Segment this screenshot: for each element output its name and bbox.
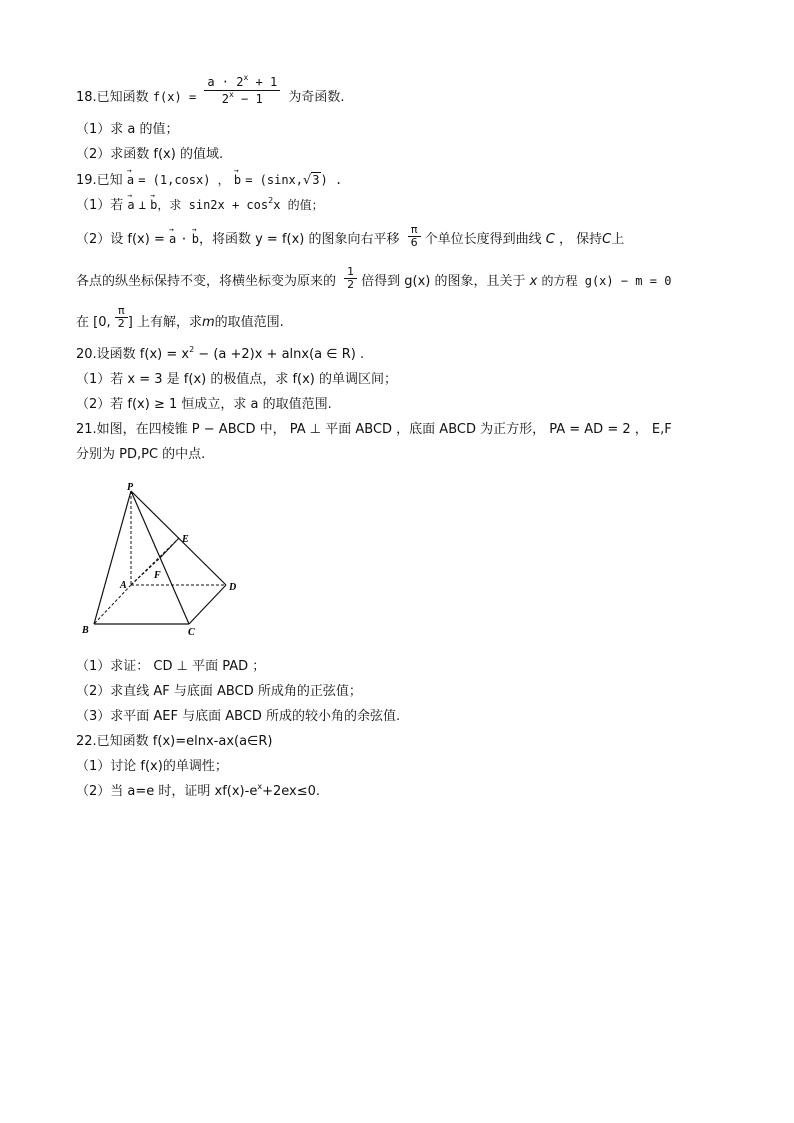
- edge-cd: [189, 585, 226, 624]
- q20-head-pre: 20.设函数 f(x) = x: [76, 347, 190, 362]
- q19-p1-exp: 2: [268, 196, 274, 205]
- q19-l3-m: m: [201, 315, 215, 330]
- q19-p2-mid: ，将函数 y = f(x) 的图象向右平移: [198, 232, 400, 247]
- q19-p2-vector-b: → b: [192, 230, 199, 248]
- q21-part3: （3）求平面 AEF 与底面 ABCD 所成的较小角的余弦值.: [76, 709, 401, 724]
- q19-vector-a: → a: [127, 171, 134, 189]
- label-b: B: [82, 625, 89, 636]
- q18-part1: （1）求 a 的值；: [76, 122, 179, 137]
- q18-fx: f(x) =: [152, 90, 197, 104]
- q19-l2-tail: 的方程 g(x) − m = 0: [541, 274, 672, 288]
- q21-part1: （1）求证： CD ⊥ 平面 PAD ；: [76, 659, 266, 674]
- q19-l2-pre: 各点的纵坐标保持不变，将横坐标变为原来的: [76, 274, 337, 289]
- q19-a-value: = (1,cosx) ，: [138, 173, 230, 187]
- q19-part2-line1: [76, 223, 625, 249]
- q22-heading: 22.已知函数 f(x)=elnx-ax(a∈R): [76, 734, 273, 749]
- q20-head-exp: 2: [189, 345, 195, 354]
- q18-suffix: 为奇函数.: [288, 90, 345, 105]
- q19-vector-b: → b: [234, 171, 241, 189]
- q19-p1-pre: （1）若: [76, 198, 124, 213]
- q19-sqrt: √3: [303, 173, 320, 188]
- q19-p2-tail2: 上: [611, 232, 625, 247]
- q22-part2: [76, 783, 320, 801]
- q18-num-exp: x: [243, 73, 249, 82]
- q18-den-tail: − 1: [233, 92, 263, 106]
- q21-line2: 分别为 PD,PC 的中点.: [76, 447, 206, 462]
- q19-p1-vector-a: → a: [127, 196, 134, 214]
- q21-part2: （2）求直线 AF 与底面 ABCD 所成角的正弦值；: [76, 684, 362, 699]
- q20-heading: [76, 346, 364, 364]
- q19-p1-perp: ⊥: [138, 198, 147, 212]
- q19-l3-frac-den: 2: [117, 317, 125, 330]
- q19-part1: [76, 196, 324, 215]
- q19-b-tail: ) .: [320, 173, 343, 187]
- label-f: F: [154, 570, 161, 581]
- q19-p2-pre: （2）设 f(x) =: [76, 232, 165, 247]
- q18-prefix: 18.已知函数: [76, 90, 149, 105]
- q20-part2: （2）若 f(x) ≥ 1 恒成立，求 a 的取值范围.: [76, 397, 332, 412]
- q20-part1: （1）若 x = 3 是 f(x) 的极值点，求 f(x) 的单调区间；: [76, 372, 398, 387]
- q19-p1-mid: ，求 sin2x + cos: [157, 198, 269, 212]
- q19-heading: [76, 171, 342, 190]
- q19-p1-vector-b: → b: [150, 196, 157, 214]
- q19-p2-frac-den: 6: [410, 236, 418, 249]
- q19-part2-line2: [76, 265, 672, 291]
- q19-l3-frac-num: π: [115, 305, 128, 318]
- q19-p2-mid2: 个单位长度得到曲线: [424, 232, 542, 247]
- pyramid-figure: [78, 478, 248, 643]
- label-d: D: [229, 582, 237, 593]
- q19-l2-x: x: [529, 274, 538, 289]
- q22-p2-pre: （2）当 a=e 时，证明 xf(x)-e: [76, 784, 258, 799]
- label-c: C: [188, 627, 195, 638]
- q19-p2-dot: ·: [180, 232, 188, 246]
- q18-part2: （2）求函数 f(x) 的值域.: [76, 147, 224, 162]
- q22-p2-tail: +2ex≤0.: [262, 784, 320, 799]
- q19-l3-mid: ] 上有解，求: [127, 315, 202, 330]
- label-e: E: [182, 534, 189, 545]
- q19-p2-fraction: [408, 224, 421, 249]
- q19-l2-frac-den: 2: [347, 278, 355, 291]
- q21-line1: 21.如图，在四棱锥 P − ABCD 中， PA ⊥ 平面 ABCD ，底面 ABCD 为正方形， PA = AD = 2 ， E,F: [76, 422, 672, 437]
- q19-l2-fraction: [344, 266, 357, 291]
- q19-part2-line3: [76, 304, 284, 332]
- q20-head-tail: − (a +2)x + alnx(a ∈ R) .: [194, 347, 365, 362]
- q19-l2-frac-num: 1: [344, 266, 357, 279]
- q19-p2-tail: ， 保持: [559, 232, 603, 247]
- q22-part1: （1）讨论 f(x)的单调性；: [76, 759, 228, 774]
- q19-p2-curve-c2: C: [602, 232, 612, 247]
- q19-p1-tail: x 的值；: [273, 198, 324, 212]
- q19-p2-vector-a: → a: [169, 230, 176, 248]
- q22-p2-exp: x: [257, 782, 263, 791]
- q19-l2-mid: 倍得到 g(x) 的图象，且关于: [361, 274, 526, 289]
- q19-p2-curve-c: C: [545, 232, 555, 247]
- q19-b-value: = (sinx,: [245, 173, 303, 187]
- q18-den: 2: [221, 92, 229, 106]
- q19-p2-frac-num: π: [408, 224, 421, 237]
- q19-l3-tail: 的取值范围.: [214, 315, 284, 330]
- q18-fraction: [204, 74, 280, 107]
- segment-ef: [160, 538, 179, 558]
- label-a: A: [120, 580, 127, 591]
- q18-den-exp: x: [229, 90, 234, 99]
- label-p: P: [127, 482, 134, 493]
- q19-l3-fraction: [115, 305, 128, 330]
- q19-prefix: 19.已知: [76, 173, 123, 188]
- q19-l3-pre: 在 [0,: [76, 315, 111, 330]
- q18-num-tail: + 1: [248, 75, 278, 89]
- q18-num: a · 2: [207, 75, 244, 89]
